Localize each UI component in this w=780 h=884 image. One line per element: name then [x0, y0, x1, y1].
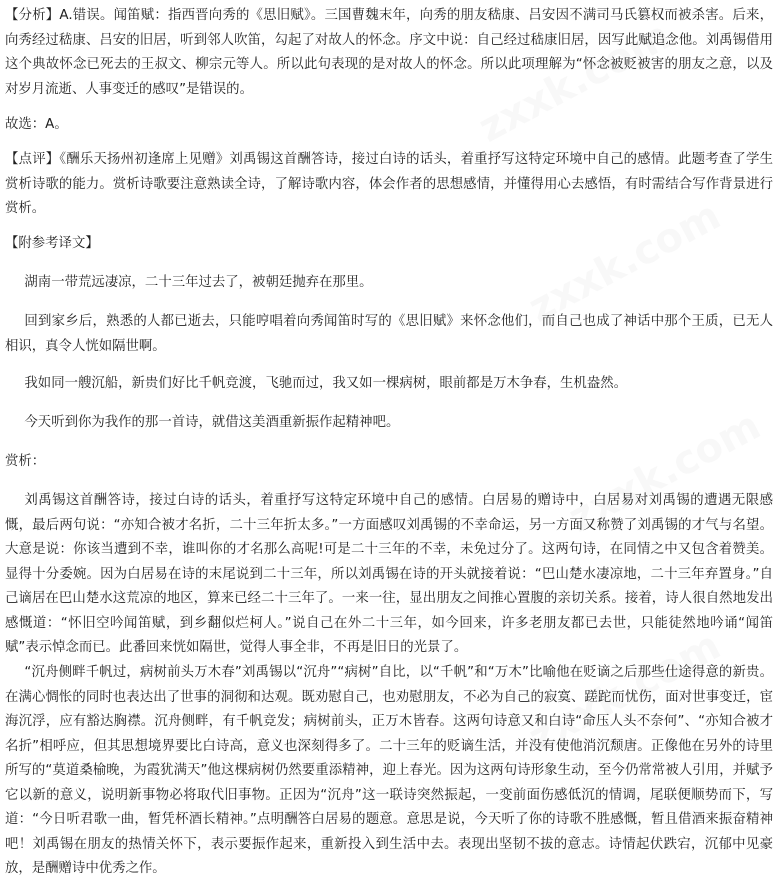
comment-paragraph: 【点评】《酬乐天扬州初逢席上见赠》刘禹锡这首酬答诗，接过白诗的话头，着重抒写这特定环境中自己的感情。此题考查了学生赏析诗歌的能力。赏析诗歌要注意熟读全诗，了解诗歌内容，体会作者的思想感情，并懂得用心去感悟，有时需结合写作背景进行赏析。 [5, 152, 773, 216]
answer-line: 故选：A。 [5, 117, 68, 132]
analysis-paragraph: 【分析】A.错误。闻笛赋：指西晋向秀的《思旧赋》。三国曹魏末年，向秀的朋友嵇康、吕安因不满司马氏篡权而被杀害。后来，向秀经过嵇康、吕安的旧居，听到邻人吹笛，勾起了对故人的怀念。序文中说：自己经过嵇康旧居，因写此赋追念他。刘禹锡借用这个典故怀念已死去的王叔文、柳宗元等人。所以此句表现的是对故人的怀念。所以此项理解为“怀念被贬被害的朋友之意，以及对岁月流逝、人事变迁的感叹”是错误的。 [5, 8, 773, 97]
translation-line-4: 今天听到你为我作的那一首诗，就借这美酒重新振作起精神吧。 [24, 415, 400, 430]
translation-line-1: 湖南一带荒远凄凉，二十三年过去了，被朝廷抛弃在那里。 [24, 275, 373, 290]
appreciation-paragraph-2: “沉舟侧畔千帆过，病树前头万木春”刘禹锡以“沉舟”“病树”自比，以“千帆”和“万木”比喻他在贬谪之后那些仕途得意的新贵。在满心惆怅的同时也表达出了世事的洞彻和达观。既劝慰自己，也劝慰朋友，不必为自己的寂寞、蹉跎而忧伤，面对世事变迁，宦海沉浮，应有豁达胸襟。沉舟侧畔，有千帆竞发；病树前头，正万木皆春。这两句诗意又和白诗“命压人头不奈何”、“亦知合被才名折”相呼应，但其思想境界要比白诗高，意义也深刻得多了。二十三年的贬谪生活，并没有使他消沉颓唐。正像他在另外的诗里所写的“莫道桑榆晚，为霞犹满天”他这棵病树仍然要重添精神，迎上春光。因为这两句诗形象生动，至今仍常常被人引用，并赋予它以新的意义，说明新事物必将取代旧事物。正因为“沉舟”这一联诗突然振起，一变前面伤感低沉的情调，尾联便顺势而下，写道：“今日听君歌一曲，暂凭杯酒长精神。”点明酬答白居易的题意。意思是说，今天听了你的诗歌不胜感慨，暂且借酒来振奋精神吧！刘禹锡在朋友的热情关怀下，表示要振作起来，重新投入到生活中去。表现出坚韧不拔的意志。诗情起伏跌宕，沉郁中见豪放，是酬赠诗中优秀之作。 [5, 665, 773, 876]
watermark-layer: zxxk.com zxxk.com zxxk.com zxxk.com [471, 12, 768, 762]
translation-heading: 【附参考译文】 [5, 236, 99, 251]
appreciation-paragraph-1: 刘禹锡这首酬答诗，接过白诗的话头，着重抒写这特定环境中自己的感情。白居易的赠诗中，白居易对刘禹锡的遭遇无限感慨，最后两句说：“亦知合被才名折，二十三年折太多。”一方面感叹刘禹锡的不幸命运，另一方面又称赞了刘禹锡的才气与名望。大意是说：你该当遭到不幸，谁叫你的才名那么高呢!可是二十三年的不幸，未免过分了。这两句诗，在同情之中又包含着赞美。显得十分委婉。因为白居易在诗的末尾说到二十三年，所以刘禹锡在诗的开头就接着说：“巴山楚水凄凉地，二十三年弃置身。”自己谪居在巴山楚水这荒凉的地区，算来已经二十三年了。一来一往，显出朋友之间推心置腹的亲切关系。接着，诗人很自然地发出感慨道：“怀旧空吟闻笛赋，到乡翻似烂柯人。”说自己在外二十三年，如今回来，许多老朋友都已去世，只能徒然地吟诵“闻笛赋”表示悼念而已。此番回来恍如隔世，觉得人事全非，不再是旧日的光景了。 [5, 493, 773, 655]
translation-line-2: 回到家乡后，熟悉的人都已逝去，只能哼唱着向秀闻笛时写的《思旧赋》来怀念他们，而自己也成了神话中那个王质，已无人相识，真令人恍如隔世啊。 [5, 314, 773, 354]
translation-line-3: 我如同一艘沉船，新贵们好比千帆竞渡，飞驰而过，我又如一棵病树，眼前都是万木争春，生机盎然。 [24, 376, 627, 391]
appreciation-heading: 赏析： [5, 454, 46, 469]
